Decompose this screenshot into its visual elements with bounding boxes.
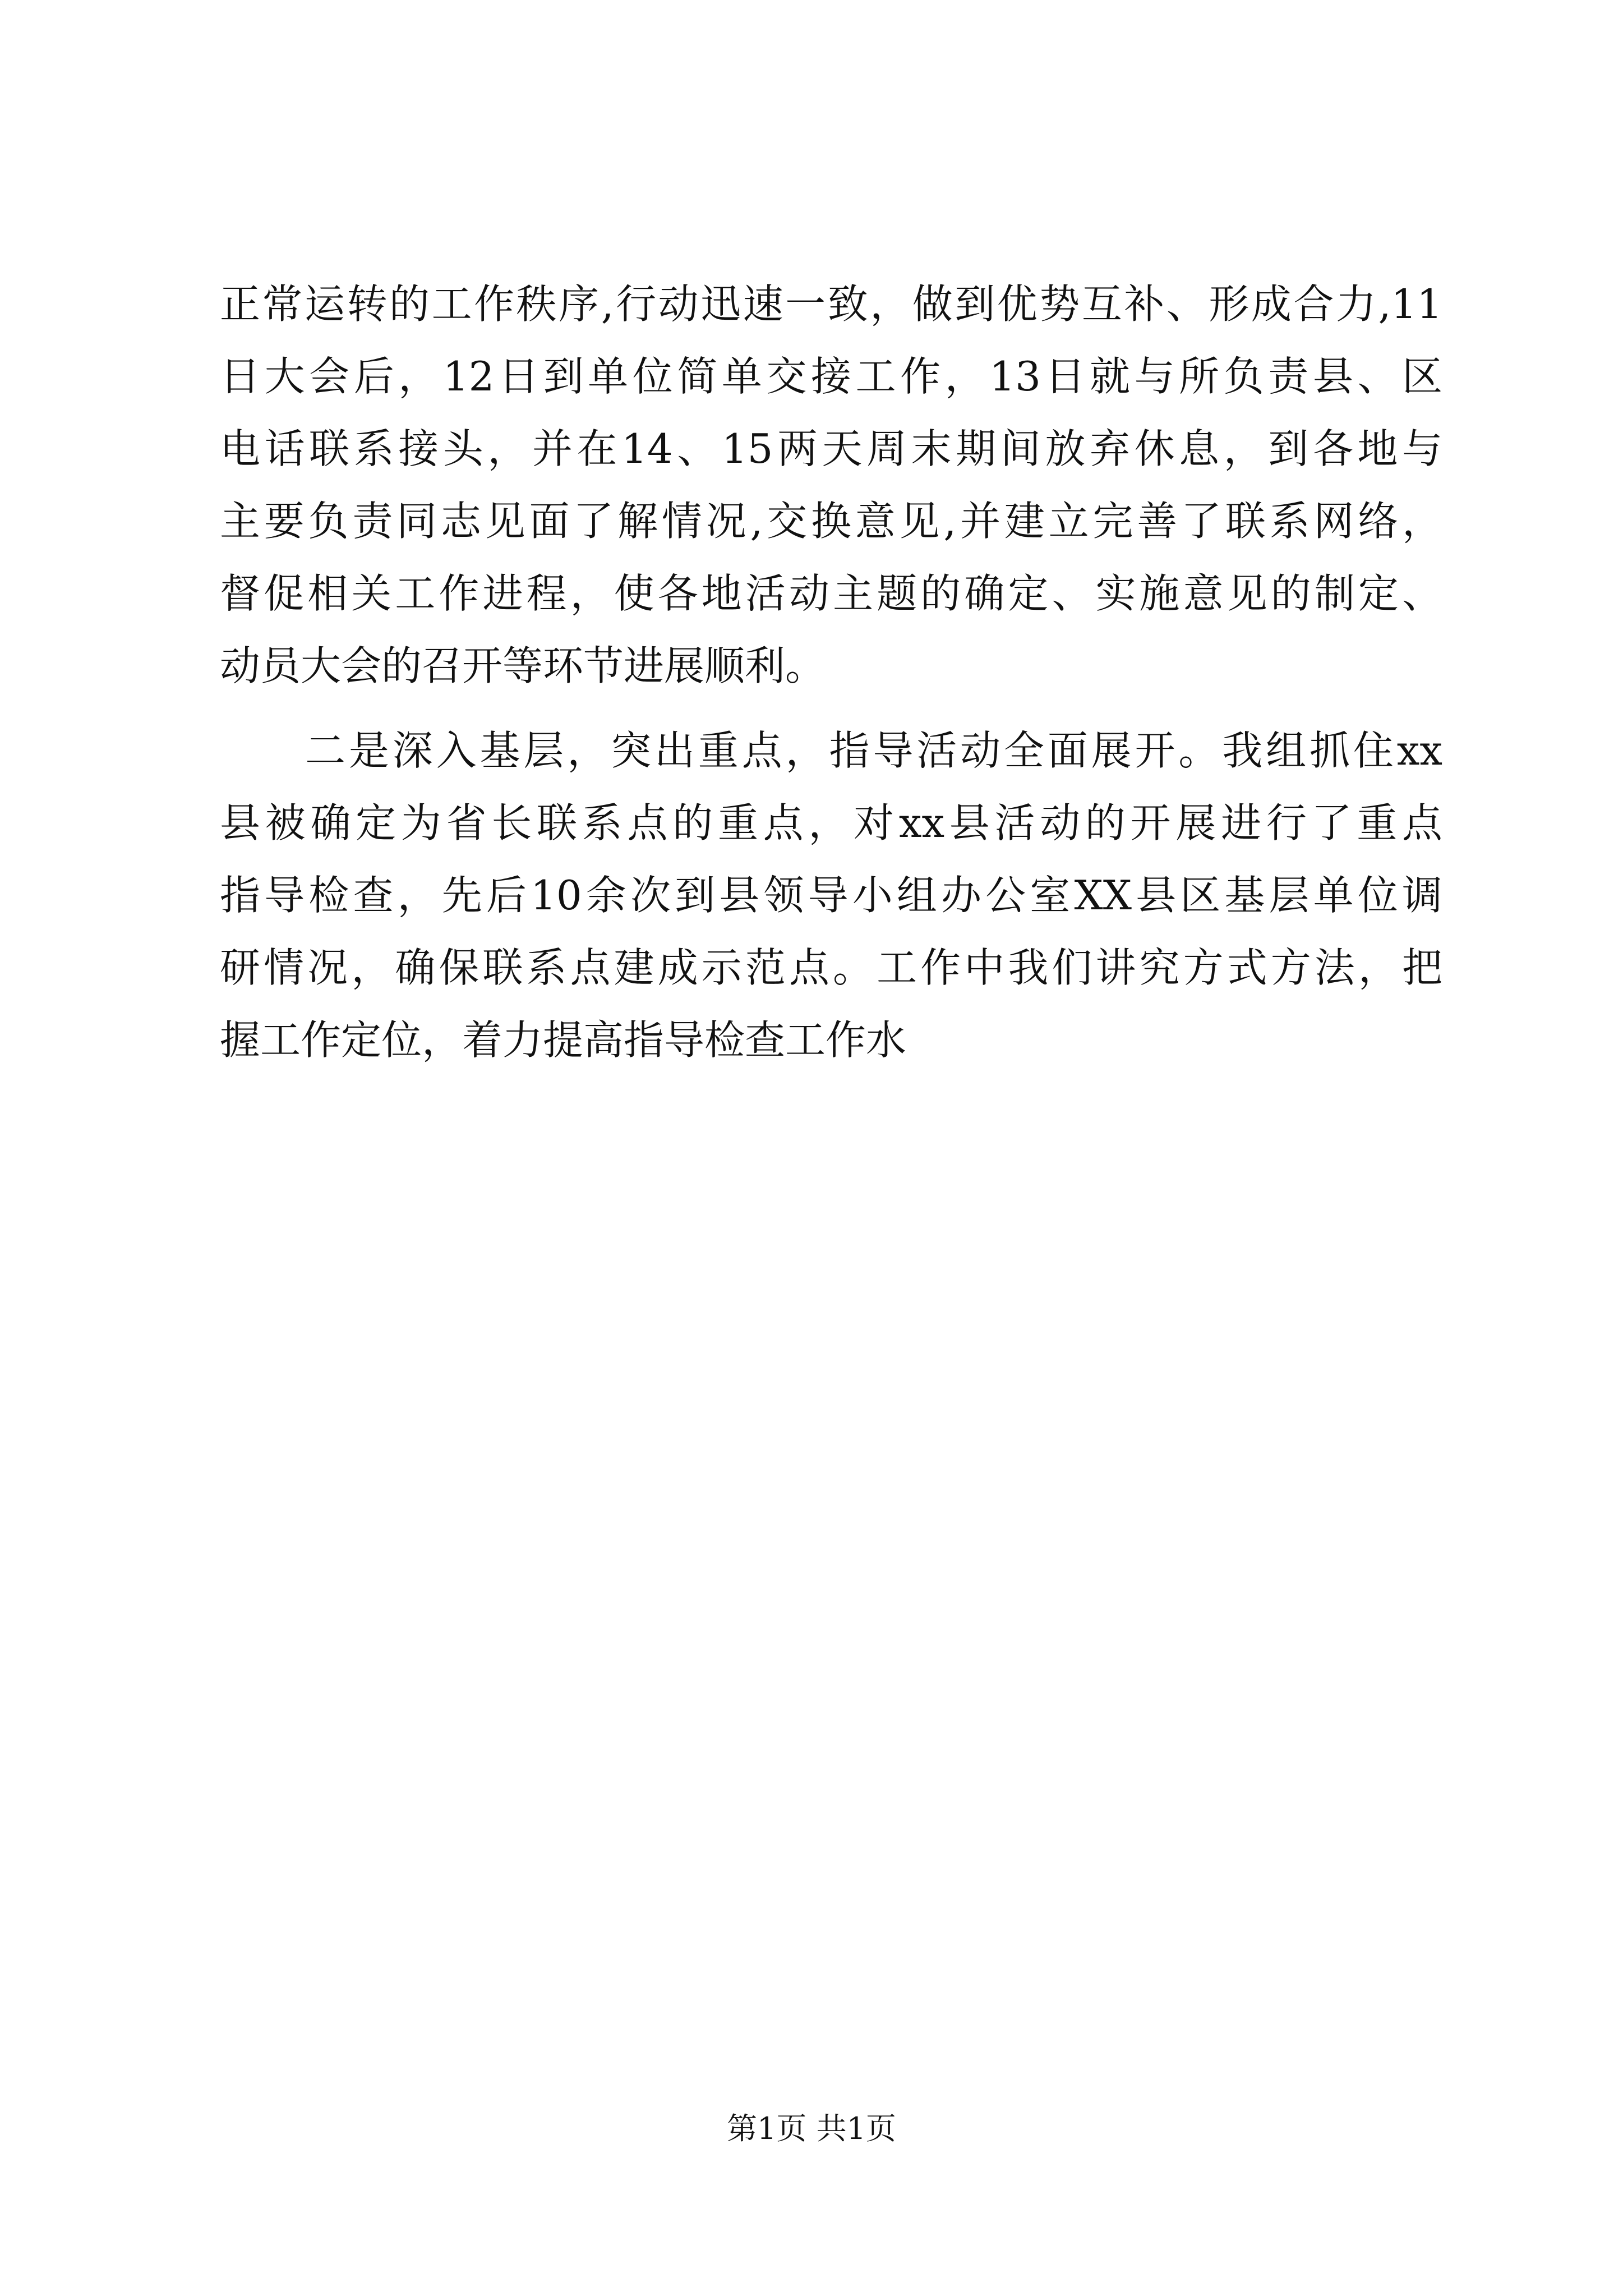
text-line: 县被确定为省长联系点的重点，对xx县活动的开展进行了重点 — [220, 799, 1442, 846]
text-line: 指导检查，先后10余次到县领导小组办公室XX县区基层单位调 — [220, 872, 1442, 919]
text-line: 督促相关工作进程，使各地活动主题的确定、实施意见的制定、 — [220, 570, 1442, 617]
text-line: 正常运转的工作秩序,行动迅速一致，做到优势互补、形成合力,11 — [220, 280, 1442, 328]
text-line: 电话联系接头，并在14、15两天周末期间放弃休息，到各地与 — [220, 425, 1442, 472]
text-line: 研情况，确保联系点建成示范点。工作中我们讲究方式方法，把 — [220, 944, 1442, 991]
text-line: 日大会后，12日到单位简单交接工作，13日就与所负责县、区 — [220, 353, 1442, 400]
text-line: 动员大会的召开等环节进展顺利。 — [220, 642, 826, 689]
page-footer: 第1页 共1页 — [727, 2111, 896, 2146]
paragraph-2 — [220, 715, 1442, 1076]
document-body — [220, 268, 1442, 1076]
paragraph-1 — [220, 268, 1442, 702]
text-line: 主要负责同志见面了解情况,交换意见,并建立完善了联系网络， — [220, 498, 1442, 545]
text-line: 二是深入基层，突出重点，指导活动全面展开。我组抓住xx — [305, 727, 1442, 774]
text-line: 握工作定位，着力提高指导检查工作水 — [220, 1016, 907, 1064]
